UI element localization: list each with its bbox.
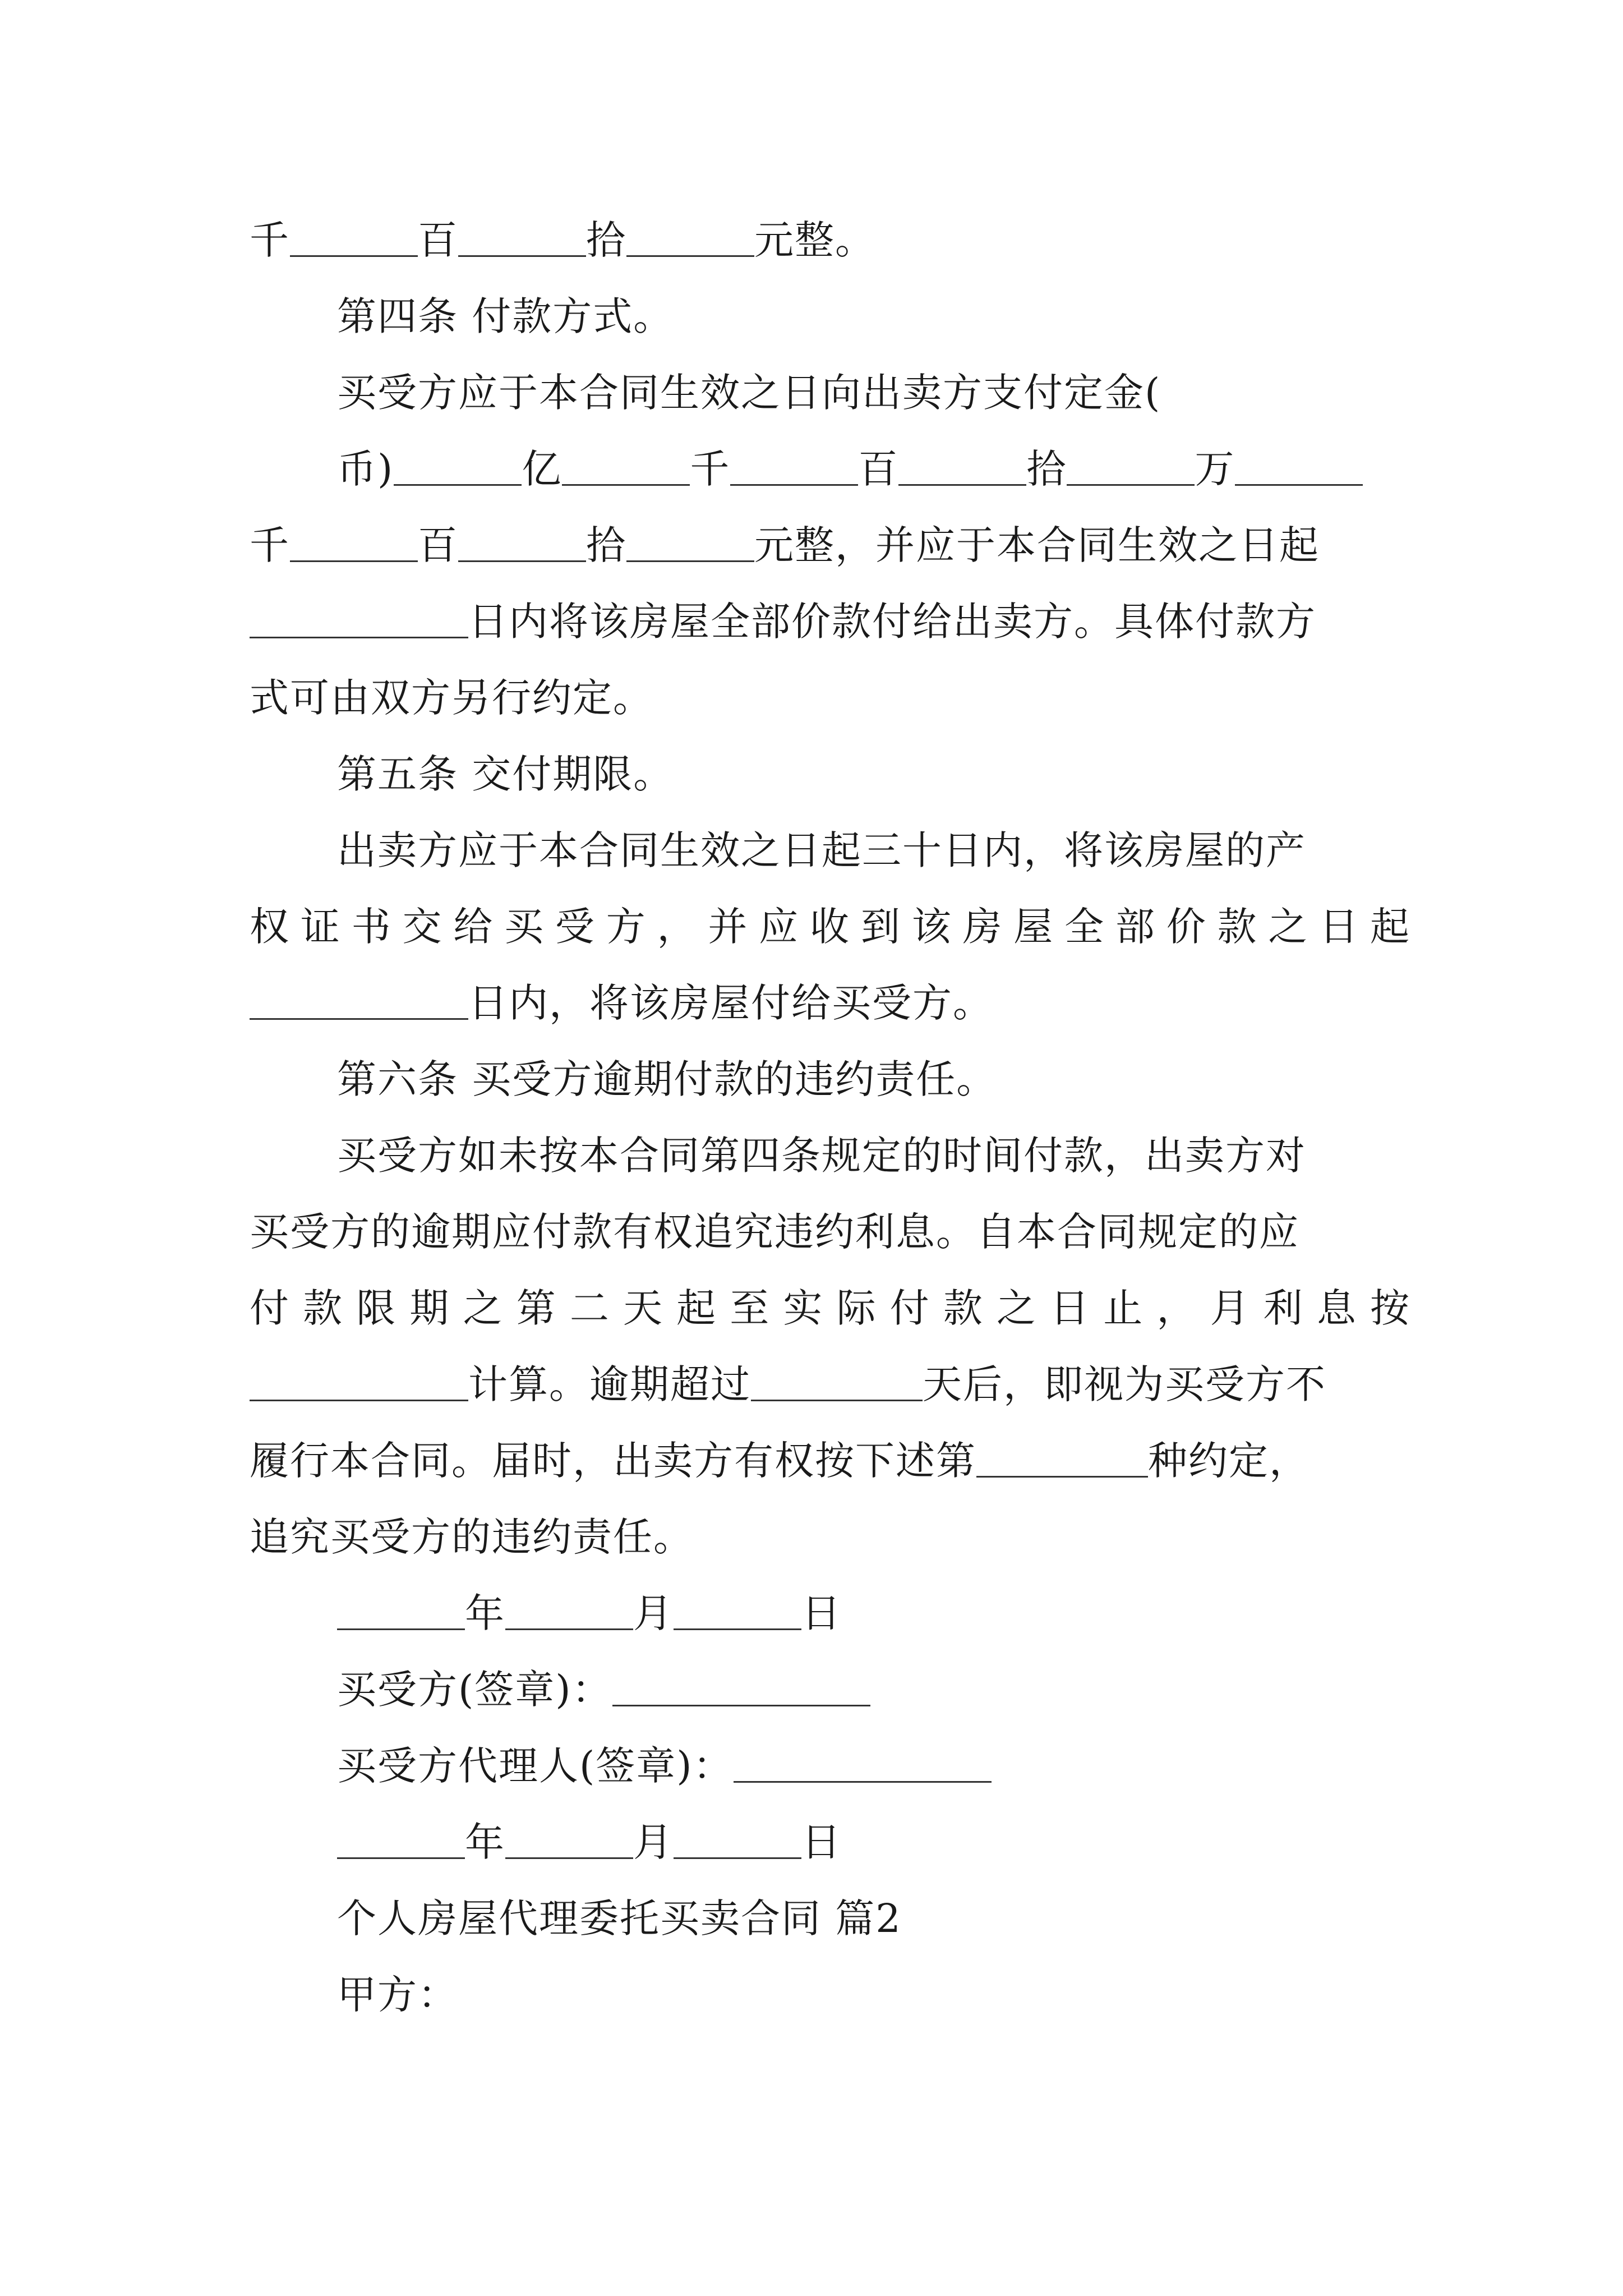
blank-field[interactable] (458, 216, 586, 257)
blank-field[interactable] (394, 445, 522, 486)
blank-field[interactable] (290, 216, 418, 257)
blank-field[interactable] (505, 1589, 633, 1630)
article-6-text-2: 买受方的逾期应付款有权追究违约利息。自本合同规定的应 (250, 1209, 1299, 1255)
article-6-text-end: 追究买受方的违约责任。 (250, 1514, 694, 1560)
blank-field[interactable] (751, 1360, 923, 1401)
article-5-text-2: 权证书交给买受方，并应收到该房屋全部价款之日起 (250, 904, 1410, 950)
breach-option-line: 履行本合同。届时，出卖方有权按下述第 种约定， (250, 1438, 1310, 1484)
date-line-2: 年 月 日 (250, 1804, 1410, 1880)
article-6-heading: 第六条 买受方逾期付款的违约责任。 (337, 1056, 997, 1102)
blank-field[interactable] (505, 1818, 633, 1859)
blank-field[interactable] (976, 1437, 1148, 1478)
blank-field[interactable] (626, 216, 754, 257)
blank-field[interactable] (674, 1589, 801, 1630)
blank-field[interactable] (674, 1818, 801, 1859)
article-5-text: 出卖方应于本合同生效之日起三十日内，将该房屋的产 (337, 827, 1306, 873)
blank-field[interactable] (1067, 445, 1195, 486)
blank-field[interactable] (250, 597, 468, 638)
article-6-text-3: 付款限期之第二天起至实际付款之日止，月利息按 (250, 1285, 1410, 1331)
blank-field[interactable] (337, 1589, 465, 1630)
payment-deadline-line: 日内将该房屋全部价款付给出卖方。具体付款方 (250, 583, 1410, 660)
blank-field[interactable] (1235, 445, 1363, 486)
amount-line-1: 千 百 拾 元整。 (250, 217, 875, 263)
document-page (250, 202, 1410, 2033)
blank-field[interactable] (898, 445, 1026, 486)
blank-field[interactable] (730, 445, 858, 486)
deposit-amount-line: 币) 亿 千 百 拾 万 (250, 431, 1410, 507)
signature-field[interactable] (734, 1742, 992, 1783)
blank-field[interactable] (626, 521, 754, 562)
section-title: 个人房屋代理委托买卖合同 篇2 (337, 1895, 902, 1941)
delivery-deadline-line: 日内，将该房屋付给买受方。 (250, 965, 1410, 1041)
article-4-text: 买受方应于本合同生效之日向出卖方支付定金( (337, 370, 1161, 416)
blank-field[interactable] (290, 521, 418, 562)
date-line-1: 年 月 日 (250, 1575, 1410, 1651)
article-4-heading: 第四条 付款方式。 (337, 293, 674, 339)
blank-field[interactable] (250, 979, 468, 1020)
signature-field[interactable] (612, 1665, 870, 1706)
blank-field[interactable] (458, 521, 586, 562)
blank-field[interactable] (250, 1360, 468, 1401)
party-a-label: 甲方： (337, 1972, 458, 2018)
blank-field[interactable] (562, 445, 690, 486)
deposit-amount-line-2: 千 百 拾 元整，并应于本合同生效之日起 (250, 522, 1320, 568)
interest-line: 计算。逾期超过 天后，即视为买受方不 (250, 1346, 1410, 1423)
article-5-heading: 第五条 交付期限。 (337, 751, 674, 797)
article-6-text: 买受方如未按本合同第四条规定的时间付款，出卖方对 (337, 1133, 1306, 1179)
agent-signature-line: 买受方代理人(签章)： (250, 1728, 1410, 1804)
buyer-signature-line: 买受方(签章)： (250, 1651, 1410, 1728)
article-4-text-end: 式可由双方另行约定。 (250, 675, 653, 721)
blank-field[interactable] (337, 1818, 465, 1859)
